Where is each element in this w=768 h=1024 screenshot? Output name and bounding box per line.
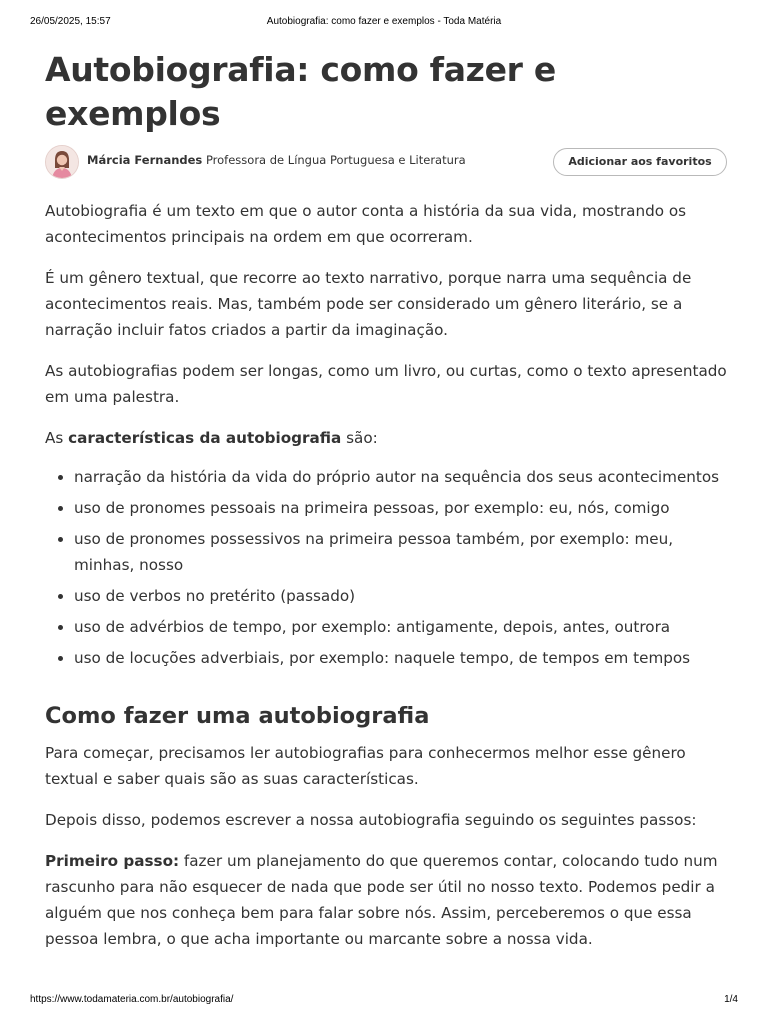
features-intro-before: As bbox=[45, 429, 69, 447]
intro-paragraph-3: As autobiografias podem ser longas, como um livro, ou curtas, como o texto apresentado em uma palestra. bbox=[45, 362, 727, 406]
print-page-title: Autobiografia: como fazer e exemplos - Toda Matéria bbox=[266, 16, 502, 27]
section-paragraph-2: Depois disso, podemos escrever a nossa autobiografia seguindo os seguintes passos: bbox=[45, 811, 697, 829]
author-role: Professora de Língua Portuguesa e Literatura bbox=[205, 153, 466, 167]
first-step-text: fazer um planejamento do que queremos contar, colocando tudo num rascunho para não esquecer de nada que pode ser útil no nosso texto. Podemos pedir a alguém que nos conheça bem para falar sobre nós. Assim, perceberemos o que essa pessoa lembra, o que acha importante ou marcante sobre a nossa vida. bbox=[45, 852, 718, 948]
section-paragraph-1: Para começar, precisamos ler autobiografias para conhecermos melhor esse gênero textual e saber quais são as suas características. bbox=[45, 744, 686, 788]
features-intro bbox=[45, 425, 727, 451]
page-url: https://www.todamateria.com.br/autobiografia/ bbox=[30, 994, 234, 1005]
list-item: • uso de pronomes possessivos na primeira pessoa também, por exemplo: meu, minhas, nosso bbox=[74, 526, 727, 578]
list-item: • narração da história da vida do próprio autor na sequência dos seus acontecimentos bbox=[74, 464, 727, 490]
print-footer bbox=[30, 994, 738, 1008]
list-item: • uso de pronomes pessoais na primeira pessoas, por exemplo: eu, nós, comigo bbox=[74, 495, 727, 521]
list-item: • uso de verbos no pretérito (passado) bbox=[74, 583, 727, 609]
author-info bbox=[87, 153, 466, 167]
first-step-paragraph bbox=[45, 848, 727, 952]
intro-paragraph-2: É um gênero textual, que recorre ao texto narrativo, porque narra uma sequência de acontecimentos reais. Mas, também pode ser considerado um gênero literário, se a narração incluir fatos criados a partir da imaginação. bbox=[45, 269, 692, 339]
page-title: Autobiografia: como fazer e exemplos bbox=[45, 50, 556, 133]
print-header bbox=[30, 16, 738, 30]
features-intro-after: são: bbox=[341, 429, 378, 447]
author-avatar bbox=[45, 145, 79, 179]
intro-paragraph-1: Autobiografia é um texto em que o autor conta a história da sua vida, mostrando os acontecimentos principais na ordem em que ocorreram. bbox=[45, 202, 687, 246]
author-name[interactable]: Márcia Fernandes bbox=[87, 153, 203, 167]
list-item: • uso de advérbios de tempo, por exemplo: antigamente, depois, antes, outrora bbox=[74, 614, 727, 640]
add-to-favorites-button[interactable]: Adicionar aos favoritos bbox=[553, 148, 727, 176]
article bbox=[45, 48, 727, 952]
list-item: • uso de locuções adverbiais, por exemplo: naquele tempo, de tempos em tempos bbox=[74, 645, 727, 671]
page-number: 1/4 bbox=[724, 994, 738, 1005]
first-step-label: Primeiro passo: bbox=[45, 852, 180, 870]
features-list bbox=[45, 464, 727, 671]
section-heading: Como fazer uma autobiografia bbox=[45, 703, 430, 729]
print-date: 26/05/2025, 15:57 bbox=[30, 16, 111, 27]
features-intro-bold: características da autobiografia bbox=[68, 429, 342, 447]
author-row bbox=[45, 145, 727, 181]
